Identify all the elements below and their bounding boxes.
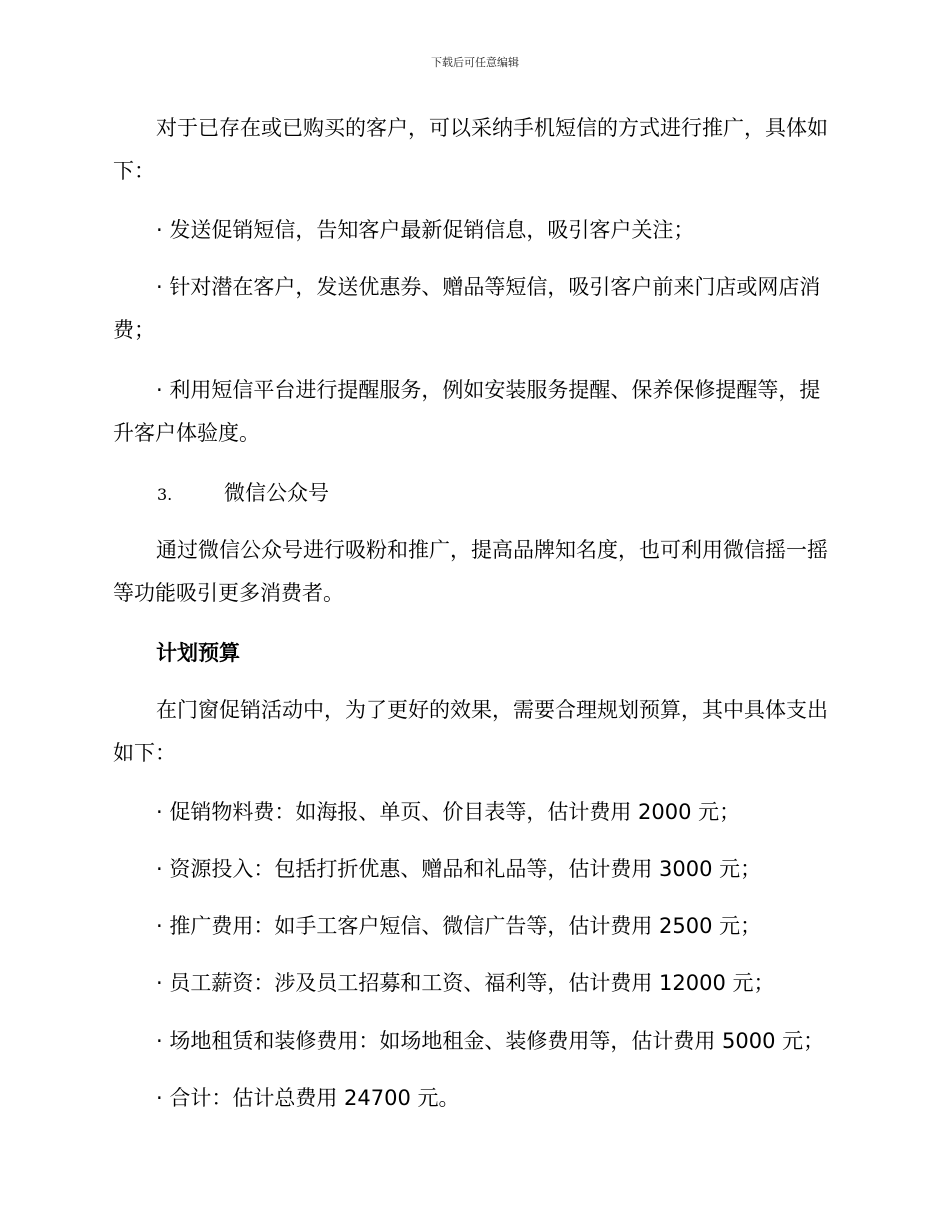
page-header: 下载后可任意编辑 bbox=[431, 56, 519, 69]
section-heading-wechat bbox=[157, 472, 877, 516]
list-item-total: · 合计：估计总费用 24700 元。 bbox=[156, 1086, 460, 1110]
list-item-promo-sms: · 发送促销短信，告知客户最新促销信息，吸引客户关注； bbox=[156, 218, 695, 242]
paragraph-budget-intro: 在门窗促销活动中，为了更好的效果，需要合理规划预算，其中具体支出如下： bbox=[113, 698, 828, 765]
list-item-promotion-cost: · 推广费用：如手工客户短信、微信广告等，估计费用 2500 元； bbox=[156, 914, 762, 938]
list-item-coupon-sms: · 针对潜在客户，发送优惠券、赠品等短信，吸引客户前来门店或网店消费； bbox=[113, 275, 821, 342]
list-item-materials-cost: · 促销物料费：如海报、单页、价目表等，估计费用 2000 元； bbox=[156, 800, 741, 824]
list-item-staff-salary: · 员工薪资：涉及员工招募和工资、福利等，估计费用 12000 元； bbox=[156, 971, 775, 995]
heading-budget: 计划预算 bbox=[156, 641, 240, 665]
list-item-venue-cost: · 场地租赁和装修费用：如场地租金、装修费用等，估计费用 5000 元； bbox=[156, 1029, 825, 1053]
paragraph-sms-intro: 对于已存在或已购买的客户，可以采纳手机短信的方式进行推广，具体如下： bbox=[113, 116, 828, 183]
list-item-resources-cost: · 资源投入：包括打折优惠、赠品和礼品等，估计费用 3000 元； bbox=[156, 857, 762, 881]
section-number: 3. bbox=[157, 485, 173, 504]
paragraph-wechat: 通过微信公众号进行吸粉和推广，提高品牌知名度，也可利用微信摇一摇等功能吸引更多消费者。 bbox=[113, 538, 828, 605]
section-title: 微信公众号 bbox=[224, 481, 329, 505]
list-item-reminder-service: · 利用短信平台进行提醒服务，例如安装服务提醒、保养保修提醒等，提升客户体验度。 bbox=[113, 378, 821, 445]
